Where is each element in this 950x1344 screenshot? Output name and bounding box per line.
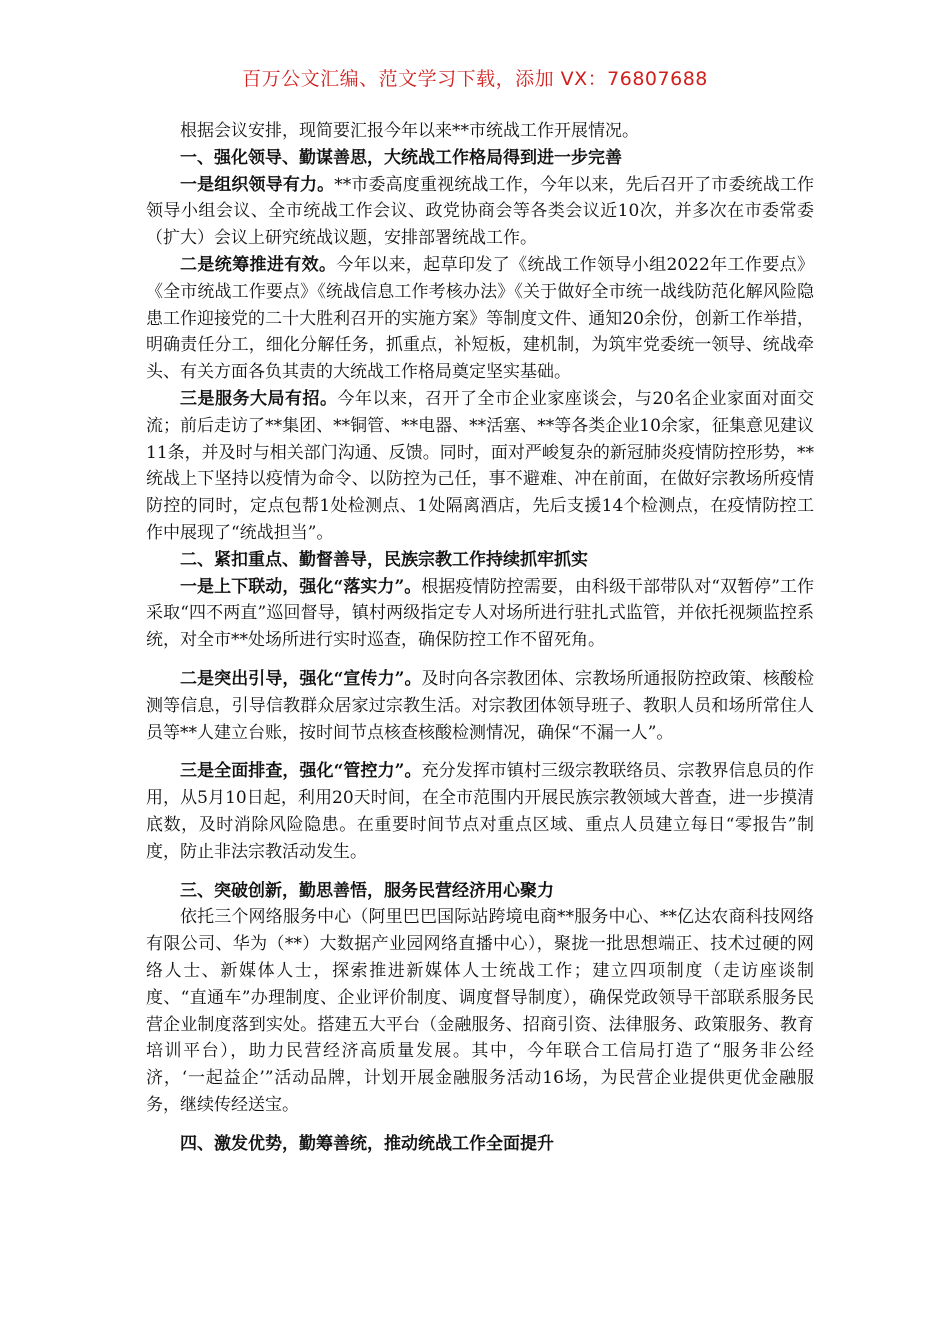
paragraph-lead: 二是突出引导，强化“宣传力”。 bbox=[180, 668, 422, 689]
section-1-heading: 一、强化领导、勤谋善思，大统战工作格局得到进一步完善 bbox=[180, 147, 622, 168]
document-body bbox=[146, 118, 814, 1157]
section-2-paragraph-1 bbox=[146, 574, 814, 654]
paragraph-text: 充分发挥市镇村三级宗教联络员、宗教界信息员的作用，从5月10日起，利用20天时间，在全市范围内开展民族宗教领域大普查，进一步摸清底数，及时消除风险隐患。在重要时间节点对重点区域、重点人员建立每日“零报告”制度，防止非法宗教活动发生。 bbox=[146, 761, 814, 862]
section-3-paragraph-1: 依托三个网络服务中心（阿里巴巴国际站跨境电商**服务中心、**亿达农商科技网络有限公司、华为（**）大数据产业园网络直播中心），聚拢一批思想端正、技术过硬的网络人士、新媒体人士，探索推进新媒体人士统战工作；建立四项制度（走访座谈制度、“直通车”办理制度、企业评价制度、调度督导制度），确保党政领导干部联系服务民营企业制度落到实处。搭建五大平台（金融服务、招商引资、法律服务、政策服务、教育培训平台），助力民营经济高质量发展。其中，今年联合工信局打造了“服务非公经济，‘一起益企’”活动品牌，计划开展金融服务活动16场，为民营企业提供更优金融服务，继续传经送宝。 bbox=[146, 907, 814, 1115]
section-1-paragraph-3 bbox=[146, 386, 814, 547]
paragraph-text: 今年以来，召开了全市企业家座谈会，与20名企业家面对面交流；前后走访了**集团、**铜管、**电器、**活塞、**等各类企业10余家，征集意见建议11条，并及时与相关部门沟通、反馈。同时，面对严峻复杂的新冠肺炎疫情防控形势，**统战上下坚持以疫情为命令、以防控为己任，事不避难、冲在前面，在做好宗教场所疫情防控的同时，定点包帮1处检测点、1处隔离酒店，先后支援14个检测点，在疫情防控工作中展现了“统战担当”。 bbox=[146, 388, 814, 543]
section-2-paragraph-2 bbox=[146, 666, 814, 746]
paragraph-lead: 三是服务大局有招。 bbox=[180, 388, 338, 409]
section-1-paragraph-1 bbox=[146, 172, 814, 252]
paragraph-text: 及时向各宗教团体、宗教场所通报防控政策、核酸检测等信息，引导信教群众居家过宗教生活。对宗教团体领导班子、教职人员和场所常住人员等**人建立台账，按时间节点核查核酸检测情况，确保“不漏一人”。 bbox=[146, 668, 814, 743]
section-4-heading: 四、激发优势，勤筹善统，推动统战工作全面提升 bbox=[180, 1133, 554, 1154]
section-2-heading: 二、紧扣重点、勤督善导，民族宗教工作持续抓牢抓实 bbox=[180, 549, 588, 570]
paragraph-lead: 二是统筹推进有效。 bbox=[180, 254, 337, 275]
section-1-paragraph-2 bbox=[146, 252, 814, 386]
paragraph-text: 根据疫情防控需要，由科级干部带队对“双暂停”工作采取“四不两直”巡回督导，镇村两级指定专人对场所进行驻扎式监管，并依托视频监控系统，对全市**处场所进行实时巡查，确保防控工作不留死角。 bbox=[146, 576, 814, 651]
page-header-banner: 百万公文汇编、范文学习下载，添加 VX：76807688 bbox=[242, 68, 708, 90]
paragraph-lead: 三是全面排查，强化“管控力”。 bbox=[180, 761, 422, 782]
section-3-heading: 三、突破创新，勤思善悟，服务民营经济用心聚力 bbox=[180, 880, 554, 901]
paragraph-lead: 一是组织领导有力。 bbox=[180, 174, 335, 195]
paragraph-text: **市委高度重视统战工作，今年以来，先后召开了市委统战工作领导小组会议、全市统战工作会议、政党协商会等各类会议近10次，并多次在市委常委（扩大）会议上研究统战议题，安排部署统战工作。 bbox=[146, 174, 814, 249]
section-2-paragraph-3 bbox=[146, 758, 814, 865]
paragraph-text: 今年以来，起草印发了《统战工作领导小组2022年工作要点》《全市统战工作要点》《统战信息工作考核办法》《关于做好全市统一战线防范化解风险隐患工作迎接党的二十大胜利召开的实施方案》等制度文件、通知20余份，创新工作举措，明确责任分工，细化分解任务，抓重点，补短板，建机制，为筑牢党委统一领导、统战牵头、有关方面各负其责的大统战工作格局奠定坚实基础。 bbox=[146, 254, 815, 383]
paragraph-lead: 一是上下联动，强化“落实力”。 bbox=[180, 576, 422, 597]
intro-paragraph: 根据会议安排，现简要汇报今年以来**市统战工作开展情况。 bbox=[180, 121, 639, 141]
